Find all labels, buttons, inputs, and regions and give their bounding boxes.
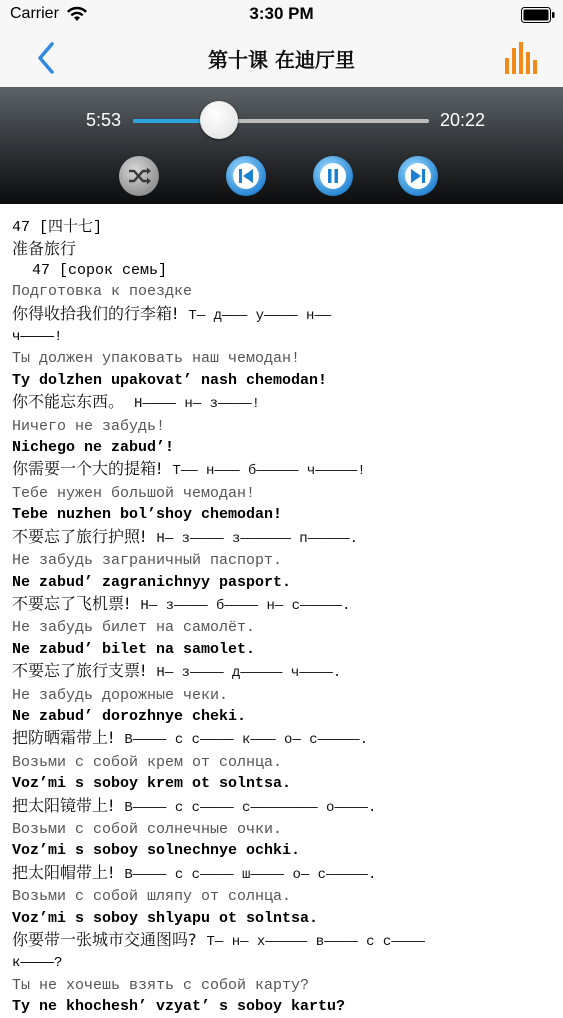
sentence-item[interactable] <box>12 303 551 392</box>
sentence-zh: 你不能忘东西。 <box>12 392 125 412</box>
total-time: 20:22 <box>440 110 486 130</box>
previous-button[interactable] <box>225 155 267 197</box>
skip-forward-icon <box>397 155 439 197</box>
sentence-item[interactable] <box>12 660 551 727</box>
sentence-zh-line <box>12 862 551 886</box>
pause-icon <box>312 155 354 197</box>
sentence-transliteration: Tebe nuzhen bol’shoy chemodan! <box>12 506 283 524</box>
sentence-item[interactable] <box>12 526 551 593</box>
sentence-transliteration: Voz’mi s soboy shlyapu ot solntsa. <box>12 909 319 927</box>
sentence-hint: В———— с с———— к——— о— с—————. <box>124 732 369 749</box>
status-bar <box>0 0 563 30</box>
lesson-number-ru: 47 [сорок семь] <box>32 261 168 279</box>
sentence-transliteration: Voz’mi s soboy krem ot solntsa. <box>12 775 292 793</box>
elapsed-time: 5:53 <box>86 110 122 130</box>
sentence-item[interactable] <box>12 862 551 929</box>
next-button[interactable] <box>397 155 439 197</box>
sentence-hint-continued: ч————! <box>12 329 63 346</box>
sentence-hint: Т— н— х————— в———— с с———— <box>206 934 425 950</box>
sentence-ru: Ты не хочешь взять с собой карту? <box>12 976 310 994</box>
lesson-title-zh: 准备旅行 <box>12 239 77 259</box>
sentence-ru: Возьми с собой крем от солнца. <box>12 753 283 771</box>
sentence-transliteration: Ty dolzhen upakovat’ nash chemodan! <box>12 371 328 389</box>
shuffle-button[interactable] <box>118 155 160 197</box>
sentence-hint: Т—— н——— б————— ч—————! <box>172 463 366 480</box>
sentence-zh: 不要忘了旅行护照! <box>12 526 147 546</box>
sentence-zh-line <box>12 458 551 482</box>
sentence-zh-line <box>12 303 551 327</box>
progress-slider[interactable] <box>133 119 429 123</box>
page-title: 第十课 在迪厅里 <box>208 48 355 72</box>
sentence-ru: Тебе нужен большой чемодан! <box>12 484 256 502</box>
sentence-zh: 把太阳镜带上! <box>12 795 115 815</box>
sentence-ru: Возьми с собой шляпу от солнца. <box>12 888 292 906</box>
equalizer-button[interactable] <box>503 38 539 76</box>
sentence-item[interactable] <box>12 795 551 862</box>
bar-chart-icon <box>503 38 539 76</box>
sentence-zh: 不要忘了飞机票! <box>12 593 131 613</box>
sentence-transliteration: Ty ne khochesh’ vzyat’ s soboy kartu? <box>12 998 346 1016</box>
battery-icon <box>521 7 555 23</box>
sentence-ru: Ничего не забудь! <box>12 417 166 435</box>
lesson-content <box>0 205 563 1016</box>
sentence-transliteration: Voz’mi s soboy solnechnye ochki. <box>12 842 301 860</box>
skip-back-icon <box>225 155 267 197</box>
sentence-item[interactable] <box>12 727 551 794</box>
lesson-number-zh: 47 [四十七] <box>12 219 103 236</box>
sentence-zh: 你要带一张城市交通图吗? <box>12 930 197 949</box>
sentence-transliteration: Ne zabud’ dorozhnye cheki. <box>12 707 247 725</box>
audio-player <box>0 87 563 204</box>
progress-thumb[interactable] <box>200 101 238 139</box>
sentence-zh-line <box>12 391 551 415</box>
sentence-ru: Не забудь билет на самолёт. <box>12 619 256 637</box>
sentence-zh-line <box>12 929 551 953</box>
sentence-ru: Не забудь заграничный паспорт. <box>12 552 283 570</box>
sentence-item[interactable] <box>12 929 551 1018</box>
sentence-transliteration: Ne zabud’ bilet na samolet. <box>12 640 256 658</box>
sentence-zh-line <box>12 795 551 819</box>
sentence-zh: 把防晒霜带上! <box>12 728 115 748</box>
navigation-bar <box>0 30 563 87</box>
shuffle-icon <box>118 155 160 197</box>
sentence-zh: 不要忘了旅行支票! <box>12 661 147 681</box>
sentence-hint-continued: к————? <box>12 955 63 972</box>
sentence-zh-line <box>12 593 551 617</box>
sentence-hint: Н— з———— з—————— п—————. <box>156 530 359 547</box>
lesson-title-ru: Подготовка к поездке <box>12 283 193 301</box>
sentence-transliteration: Nichego ne zabud’! <box>12 439 175 457</box>
sentence-zh: 把太阳帽带上! <box>12 862 115 882</box>
sentence-list <box>12 303 551 1018</box>
status-time: 3:30 PM <box>249 4 314 23</box>
sentence-item[interactable] <box>12 458 551 525</box>
sentence-ru: Не забудь дорожные чеки. <box>12 686 229 704</box>
sentence-zh-line <box>12 526 551 550</box>
sentence-hint: В———— с с———— с———————— о————. <box>124 799 377 816</box>
sentence-zh: 你得收拾我们的行李箱! <box>12 303 179 323</box>
pause-button[interactable] <box>312 155 354 197</box>
sentence-hint: В———— с с———— ш———— о— с—————. <box>124 866 377 883</box>
sentence-hint: Н———— н— з————! <box>134 396 261 413</box>
sentence-transliteration: Ne zabud’ zagranichnyy pasport. <box>12 573 292 591</box>
sentence-hint: Н— з———— д————— ч————. <box>156 665 342 682</box>
sentence-ru: Возьми с собой солнечные очки. <box>12 820 283 838</box>
sentence-item[interactable] <box>12 391 551 458</box>
sentence-ru: Ты должен упаковать наш чемодан! <box>12 350 301 368</box>
sentence-zh: 你需要一个大的提箱! <box>12 459 163 479</box>
sentence-zh-line <box>12 727 551 751</box>
sentence-zh-line <box>12 660 551 684</box>
sentence-hint: Н— з———— б———— н— с—————. <box>140 597 351 614</box>
carrier-label: Carrier <box>10 5 59 22</box>
sentence-hint: Т— д——— у———— н—— <box>188 307 332 324</box>
sentence-item[interactable] <box>12 593 551 660</box>
